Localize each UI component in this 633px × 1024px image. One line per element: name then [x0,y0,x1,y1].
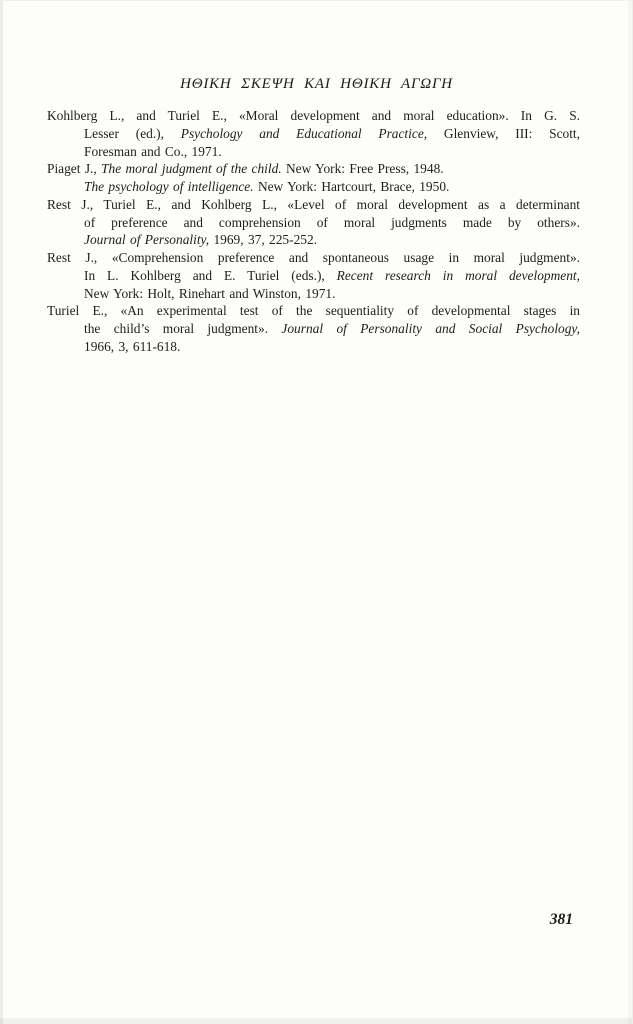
reference-text: 1966, 3, 611-618. [84,338,181,354]
reference-text: Lesser (ed.), [84,125,181,141]
reference-line [47,320,580,338]
reference-text: Glenview, III: Scott, [427,125,580,141]
reference-text-italic: Journal of Personality, [84,232,210,248]
reference-text-italic: Psychology and Educational Practice, [180,125,428,141]
reference-text-italic: Recent research in moral development, [336,267,580,283]
reference-text: New York: Hartcourt, Brace, 1950. [253,179,450,194]
reference-text: 1969, 37, 225-252. [209,232,318,248]
reference-line [47,214,580,232]
reference-text-italic: Journal of Personality and Social Psychology, [281,321,580,336]
reference-line [47,249,580,267]
reference-text: New York: Holt, Rinehart and Winston, 1971. [84,285,336,301]
reference-text: Foresman and Co., 1971. [84,143,222,159]
reference-line [47,338,580,356]
reference-line [47,143,580,161]
reference-line [47,231,580,249]
references-list [47,107,580,356]
reference-entry [47,302,580,355]
reference-line [47,302,580,320]
page-title: ΗΘΙΚΗ ΣΚΕΨΗ ΚΑΙ ΗΘΙΚΗ ΑΓΩΓΗ [180,76,453,92]
reference-entry [47,249,580,302]
reference-text: of preference and comprehension of moral judgments made by others». [84,214,580,230]
reference-text: Piaget J., [47,161,102,177]
reference-text: In L. Kohlberg and E. Turiel (eds.), [84,267,337,283]
reference-line [47,196,580,214]
reference-text-italic: The psychology of intelligence. [84,179,254,194]
reference-text: New York: Free Press, 1948. [281,161,444,177]
reference-entry [47,107,580,160]
reference-line [47,285,580,303]
page-number: 381 [549,911,573,928]
reference-entry [47,160,580,196]
reference-text: the child’s moral judgment». [84,321,282,336]
reference-line [47,107,580,125]
reference-line [47,178,580,196]
reference-line [47,267,580,285]
reference-line [47,160,580,178]
reference-text: Rest J., «Comprehension preference and spontaneous usage in moral judgment». [47,250,580,265]
reference-line [47,125,580,143]
reference-text-italic: The moral judgment of the child. [101,161,282,177]
reference-text: Rest J., Turiel E., and Kohlberg L., «Level of moral development as a determinant [47,196,580,212]
reference-entry [47,196,580,249]
reference-text: Turiel E., «An experimental test of the sequentiality of developmental stages in [47,303,580,319]
reference-text: Kohlberg L., and Turiel E., «Moral development and moral education». In G. S. [47,108,580,123]
